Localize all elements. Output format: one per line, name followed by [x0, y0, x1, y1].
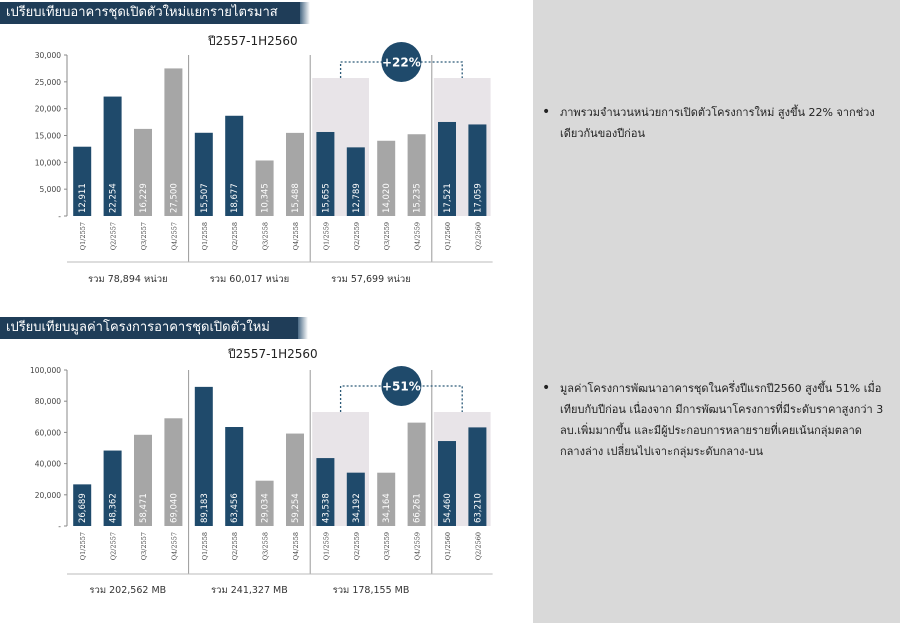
y-tick-label: 20,000 [34, 104, 61, 114]
y-tick-label: 60,000 [34, 428, 61, 438]
bar-value-label: 17,059 [473, 183, 484, 213]
category-label: Q3/2559 [383, 532, 392, 561]
category-label: Q4/2559 [413, 532, 422, 561]
category-label: Q4/2558 [292, 532, 300, 561]
category-label: Q1/2558 [200, 532, 209, 561]
category-label: Q1/2560 [444, 532, 452, 561]
category-label: Q1/2560 [444, 222, 452, 251]
y-tick-label: 15,000 [34, 131, 61, 141]
group-total-label: รวม 57,699 หน่วย [331, 274, 411, 285]
category-label: Q1/2557 [79, 222, 88, 251]
chart1-svg [0, 0, 520, 300]
bullet-1-text: ภาพรวมจำนวนหน่วยการเปิดตัวโครงการใหม่ สูงขึ้น 22% จากช่วงเดียวกันของปีก่อน [560, 106, 875, 140]
y-tick-label: 80,000 [34, 397, 61, 407]
bullet-marker: • [542, 104, 551, 120]
bar-value-label: 10,345 [260, 183, 271, 213]
bar-value-label: 58,471 [139, 493, 149, 523]
category-label: Q4/2557 [170, 532, 179, 561]
category-label: Q2/2560 [474, 222, 483, 251]
bullet-2-text: มูลค่าโครงการพัฒนาอาคารชุดในครึ่งปีแรกปี2560 สูงขึ้น 51% เมื่อเทียบกับปีก่อน เนื่องจาก มีการพัฒนาโครงการที่มีระดับราคาสูงกว่า 3 ลบ.เพิ่มมากขึ้น และมีผู้ประกอบการหลายรายที่เคยเน้นกลุ่มตลาดกลางล่าง เปลี่ยนไปเจาะกลุ่มระดับกลาง-บน [560, 382, 884, 458]
category-label: Q2/2559 [352, 222, 361, 251]
bar-value-label: 26,689 [78, 493, 89, 523]
category-label: Q1/2559 [322, 532, 331, 561]
bar-value-label: 16,229 [139, 183, 149, 213]
category-label: Q4/2558 [292, 222, 300, 251]
y-tick-label: 40,000 [34, 459, 61, 469]
category-label: Q2/2560 [474, 532, 483, 561]
bar-value-label: 12,789 [351, 183, 362, 213]
category-label: Q1/2557 [79, 532, 88, 561]
bullet-2 [542, 378, 885, 462]
chart2-period: ปี2557-1H2560 [228, 347, 318, 361]
y-tick-label: 20,000 [34, 490, 61, 500]
category-label: Q4/2559 [413, 222, 422, 251]
chart2-title: เปรียบเทียบมูลค่าโครงการอาคารชุดเปิดตัวใหม่ [0, 317, 298, 339]
bar-value-label: 17,521 [443, 183, 453, 213]
bar-value-label: 43,538 [321, 493, 332, 523]
category-label: Q3/2557 [140, 532, 148, 561]
bar-value-label: 18,677 [230, 183, 241, 213]
group-total-label: รวม 78,894 หน่วย [87, 274, 168, 285]
category-label: Q2/2558 [231, 532, 240, 561]
category-label: Q2/2558 [231, 222, 240, 251]
bar-value-label: 48,362 [108, 493, 119, 523]
category-label: Q3/2559 [383, 222, 392, 251]
y-tick-label: 25,000 [34, 77, 61, 87]
category-label: Q2/2557 [109, 222, 118, 251]
category-label: Q1/2558 [200, 222, 209, 251]
chart2-svg [0, 300, 520, 623]
group-total-label: รวม 202,562 MB [89, 585, 167, 596]
bar-value-label: 12,911 [78, 183, 89, 213]
chart1-title: เปรียบเทียบอาคารชุดเปิดตัวใหม่แยกรายไตรมาส [0, 2, 300, 24]
category-label: Q3/2557 [140, 222, 148, 251]
bar-value-label: 59,254 [291, 493, 301, 523]
bar-value-label: 34,164 [382, 493, 393, 523]
category-label: Q3/2558 [261, 532, 270, 561]
group-total-label: รวม 241,327 MB [211, 585, 288, 596]
bullet-1 [542, 102, 885, 144]
y-tick-label: 5,000 [39, 185, 61, 195]
bullet-marker: • [542, 380, 551, 396]
bar-value-label: 66,261 [412, 493, 423, 523]
category-label: Q3/2558 [261, 222, 270, 251]
bar-value-label: 29,034 [260, 493, 271, 523]
y-tick-label: 100,000 [29, 366, 61, 375]
bar-value-label: 63,210 [473, 493, 484, 523]
bar-value-label: 15,235 [412, 183, 423, 213]
bar-value-label: 14,020 [382, 183, 393, 213]
right-panel [533, 0, 900, 623]
category-label: Q1/2559 [322, 222, 331, 251]
bar-value-label: 69,040 [169, 493, 180, 523]
bar-value-label: 15,507 [199, 183, 210, 213]
bar-value-label: 15,655 [321, 183, 332, 213]
category-label: Q4/2557 [170, 222, 179, 251]
y-tick-label: - [58, 522, 61, 531]
growth-label: +51% [382, 379, 421, 394]
group-total-label: รวม 60,017 หน่วย [209, 274, 290, 285]
y-tick-label: 10,000 [34, 158, 61, 168]
y-tick-label: - [58, 212, 61, 221]
bar-value-label: 63,456 [230, 493, 241, 523]
category-label: Q2/2559 [352, 532, 361, 561]
bar-value-label: 22,254 [108, 183, 119, 213]
bar-value-label: 27,500 [169, 183, 180, 213]
bar-value-label: 54,460 [443, 493, 453, 523]
chart1-period: ปี2557-1H2560 [208, 34, 298, 48]
growth-label: +22% [382, 55, 421, 70]
bar-value-label: 34,192 [351, 493, 362, 523]
bar-value-label: 15,488 [291, 183, 301, 213]
bar-value-label: 89,183 [199, 493, 210, 523]
y-tick-label: 30,000 [34, 51, 61, 60]
group-total-label: รวม 178,155 MB [332, 585, 410, 596]
category-label: Q2/2557 [109, 532, 118, 561]
